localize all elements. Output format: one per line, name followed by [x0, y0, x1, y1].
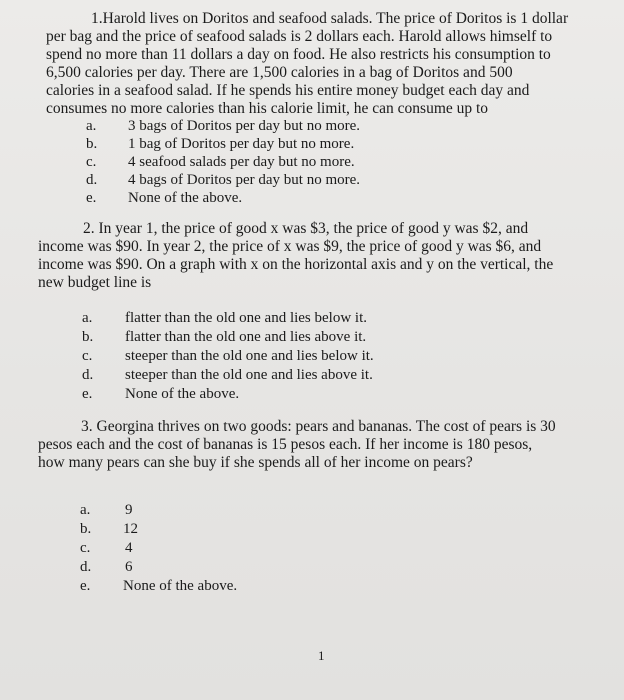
question-1-line: spend no more than 11 dollars a day on food. He also restricts his consumption to: [46, 46, 551, 63]
option-letter: a.: [86, 118, 97, 134]
question-2-line: 2. In year 1, the price of good x was $3, the price of good y was $2, and: [83, 220, 529, 237]
question-3-line: pesos each and the cost of bananas is 15 pesos each. If her income is 180 pesos,: [38, 436, 533, 453]
option-text: steeper than the old one and lies above it.: [125, 367, 373, 383]
option-letter: b.: [82, 329, 94, 345]
option-letter: a.: [80, 502, 91, 518]
question-3-line: 3. Georgina thrives on two goods: pears and bananas. The cost of pears is 30: [81, 418, 556, 435]
question-2-text: [38, 220, 588, 292]
question-3-text: [38, 418, 598, 472]
option-letter: d.: [82, 367, 94, 383]
option-text: 3 bags of Doritos per day but no more.: [128, 118, 361, 134]
option-letter: b.: [80, 521, 92, 537]
option-letter: c.: [86, 154, 97, 170]
option-text: 4: [125, 540, 133, 556]
question-2-line: new budget line is: [38, 274, 152, 291]
option-text: None of the above.: [125, 386, 240, 402]
option-text: 12: [123, 521, 138, 537]
option-text: 9: [125, 502, 133, 518]
question-1-line: 1.Harold lives on Doritos and seafood salads. The price of Doritos is 1 dollar: [91, 10, 569, 27]
option-letter: a.: [82, 310, 93, 326]
question-1-line: per bag and the price of seafood salads is 2 dollars each. Harold allows himself to: [46, 28, 553, 45]
option-letter: d.: [86, 172, 98, 188]
option-letter: e.: [86, 190, 97, 206]
option-letter: c.: [82, 348, 93, 364]
question-1-line: consumes no more calories than his calorie limit, he can consume up to: [46, 100, 489, 117]
option-letter: e.: [82, 386, 93, 402]
option-letter: c.: [80, 540, 91, 556]
option-text: flatter than the old one and lies above it.: [125, 329, 367, 345]
option-letter: b.: [86, 136, 98, 152]
question-1-options: [86, 118, 486, 210]
option-letter: e.: [80, 578, 91, 594]
question-3-options: [80, 502, 400, 602]
option-text: steeper than the old one and lies below it.: [125, 348, 374, 364]
option-text: 4 bags of Doritos per day but no more.: [128, 172, 361, 188]
option-text: 4 seafood salads per day but no more.: [128, 154, 355, 170]
question-1: [46, 10, 586, 118]
option-text: None of the above.: [128, 190, 243, 206]
question-2-options: [82, 310, 502, 405]
question-2-line: income was $90. In year 2, the price of x was $9, the price of good y was $6, and: [38, 238, 542, 255]
option-letter: d.: [80, 559, 92, 575]
option-text: 1 bag of Doritos per day but no more.: [128, 136, 355, 152]
page-number: 1: [318, 648, 325, 663]
option-text: 6: [125, 559, 133, 575]
question-2-line: income was $90. On a graph with x on the horizontal axis and y on the vertical, the: [38, 256, 554, 273]
question-3: [38, 418, 598, 472]
question-1-text: [46, 10, 586, 118]
question-1-line: 6,500 calories per day. There are 1,500 calories in a bag of Doritos and 500: [46, 64, 513, 81]
question-1-line: calories in a seafood salad. If he spends his entire money budget each day and: [46, 82, 530, 99]
option-text: flatter than the old one and lies below it.: [125, 310, 368, 326]
question-3-line: how many pears can she buy if she spends all of her income on pears?: [38, 454, 473, 471]
question-2: [38, 220, 588, 292]
option-text: None of the above.: [123, 578, 238, 594]
